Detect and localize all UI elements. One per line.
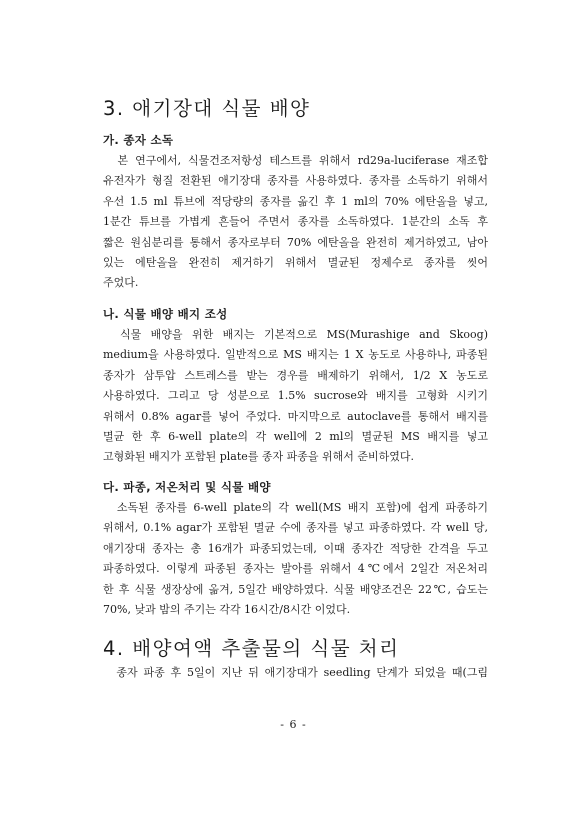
- text-line: 애기장대 종자는 총 16개가 파종되었는데, 이때 종자간 적당한 간격을 두고: [103, 541, 488, 555]
- subsection-a-heading: 가. 종자 소독: [103, 133, 174, 147]
- paragraph-filtrate-treatment: [103, 663, 488, 683]
- text-line: 1분간 튜브를 가볍게 흔들어 주면서 종자를 소독하였다. 1분간의 소독 후: [103, 215, 488, 229]
- text-line: 종자 파종 후 5일이 지난 뒤 애기장대가 seedling 단계가 되었을 때(그림: [103, 666, 488, 679]
- text-line: 소독된 종자를 6-well plate의 각 well(MS 배지 포함)에 쉽게 파종하기: [103, 501, 488, 514]
- paragraph-seed-sterilization: [103, 151, 488, 294]
- text-line: 유전자가 형질 전환된 애기장대 종자를 사용하였다. 종자를 소독하기 위해서: [103, 174, 488, 188]
- text-line: medium을 사용하였다. 일반적으로 MS 배지는 1 X 농도로 사용하나, 파종된: [103, 348, 488, 362]
- text-line: 파종하였다. 이렇게 파종된 종자는 발아를 위해서 4℃에서 2일간 저온처리: [103, 562, 488, 576]
- text-line: 우선 1.5 ml 튜브에 적당량의 종자를 옮긴 후 1 ml의 70% 에탄올을 넣고,: [103, 194, 488, 208]
- text-line: 위해서 0.8% agar를 넣어 주었다. 마지막으로 autoclave를 통해서 배지를: [103, 409, 488, 423]
- text-line: 종자가 삼투압 스트레스를 받는 경우를 배제하기 위해서, 1/2 X 농도로: [103, 368, 488, 382]
- text-line: 본 연구에서, 식물건조저항성 테스트를 위해서 rd29a-luciferase 재조합: [103, 154, 488, 167]
- page-number: - 6 -: [280, 718, 307, 731]
- text-line: 위해서, 0.1% agar가 포함된 멸균 수에 종자를 넣고 파종하였다. 각 well 당,: [103, 521, 488, 535]
- text-line: 식물 배양을 위한 배지는 기본적으로 MS(Murashige and Skoog): [103, 328, 488, 341]
- text-line: 있는 에탄올을 완전히 제거하기 위해서 멸균된 정제수로 종자를 씻어: [103, 255, 488, 269]
- text-line: 70%, 낮과 밤의 주기는 각각 16시간/8시간 이었다.: [103, 602, 351, 616]
- section-4-title: 4. 배양여액 추출물의 식물 처리: [103, 637, 400, 660]
- section-3-title: 3. 애기장대 식물 배양: [103, 97, 311, 120]
- text-line: 한 후 식물 생장상에 옮겨, 5일간 배양하였다. 식물 배양조건은 22℃, 습도는: [103, 582, 488, 596]
- text-line: 멸균 한 후 6-well plate의 각 well에 2 ml의 멸균된 MS 배지를 넣고: [103, 429, 488, 443]
- text-line: 고형화된 배지가 포함된 plate를 종자 파종을 위해서 준비하였다.: [103, 450, 415, 464]
- text-line: 사용하였다. 그리고 당 성분으로 1.5% sucrose와 배지를 고형화 시키기: [103, 389, 488, 403]
- subsection-c-heading: 다. 파종, 저온처리 및 식물 배양: [103, 480, 271, 494]
- subsection-b-heading: 나. 식물 배양 배지 조성: [103, 307, 228, 321]
- paragraph-culture-medium: [103, 325, 488, 468]
- paragraph-sowing-cultivation: [103, 498, 488, 620]
- text-line: 주었다.: [103, 276, 139, 290]
- text-line: 짧은 원심분리를 통해서 종자로부터 70% 에탄올을 완전히 제거하였고, 남아: [103, 235, 488, 249]
